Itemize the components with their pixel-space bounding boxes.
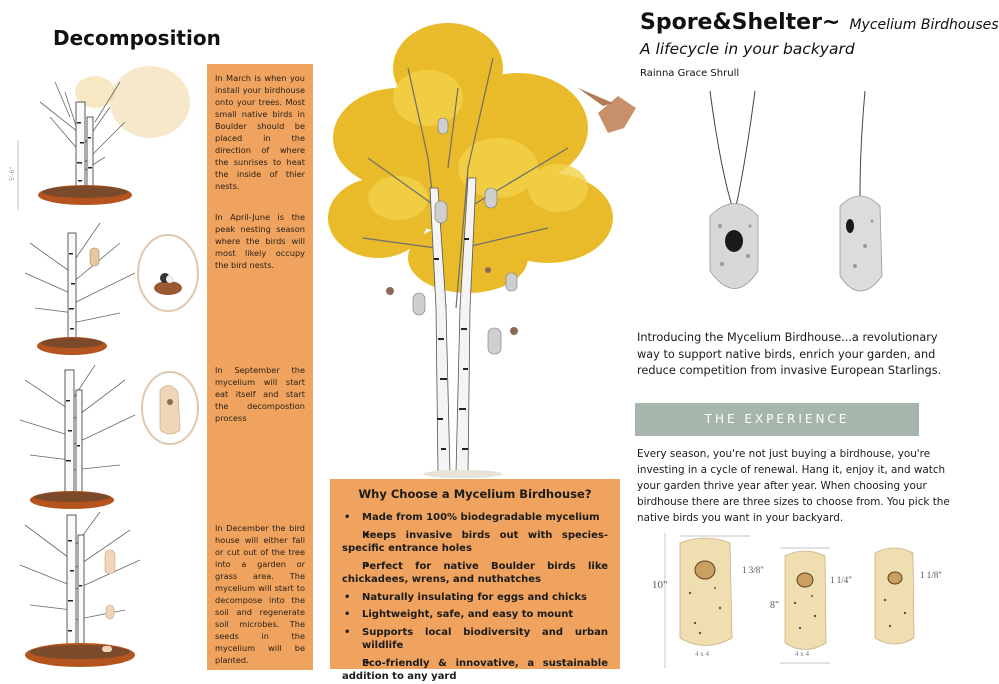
size1-hole: 1 3/8" (742, 565, 764, 575)
caption-september: In September the mycelium will start eat itself and start the decompostion process (215, 365, 305, 423)
stage1-measure: 5'-6" (9, 166, 16, 181)
size2-hole: 1 1/4" (830, 575, 852, 585)
caption-december: In December the bird house will either fall or cut out of the tree into a garden or grass area. The mycelium will start to decompose into the soil and regenerate soil microbes. The seeds in the mycelium will be planted. (215, 523, 305, 665)
size3-hole: 1 1/8" (920, 570, 942, 580)
size2-base: 4 x 4 (795, 650, 809, 658)
experience-banner: THE EXPERIENCE (635, 403, 919, 436)
stage-decompose-illustration (10, 360, 200, 512)
intro-paragraph: Introducing the Mycelium Birdhouse...a revolutionary way to support native birds, enrich your garden, and reduce competition from invasive European Starlings. (637, 331, 942, 377)
benefit-item: • Keeps invasive birds out with species-specific entrance holes (342, 529, 608, 556)
stage-march-illustration (10, 62, 200, 214)
size1-height: 10" (652, 579, 668, 591)
benefit-item: • Supports local biodiversity and urban wildlife (342, 626, 608, 653)
section-title-decomposition: Decomposition (53, 26, 221, 50)
size-options-sketch (650, 528, 955, 674)
page-title (640, 10, 999, 35)
birdhouse-product-image (660, 86, 960, 306)
lifecycle-caption-column (207, 64, 313, 670)
why-choose-title: Why Choose a Mycelium Birdhouse? (358, 487, 592, 501)
size2-height: 8" (770, 600, 780, 611)
size1-base: 4 x 4 (695, 650, 709, 658)
benefit-item: • Made from 100% biodegradable mycelium (342, 511, 608, 525)
benefit-item: • Naturally insulating for eggs and chicks (342, 591, 608, 605)
tagline: A lifecycle in your backyard (640, 40, 855, 58)
aspen-tree-illustration (318, 8, 638, 480)
benefit-item: • Lightweight, safe, and easy to mount (342, 608, 608, 622)
brand-name: Spore&Shelter~ (640, 10, 841, 35)
caption-march: In March is when you install your birdhouse onto your trees. Most small native birds in Boulder should be placed in the direction of where the sunrises to heat the inside of thier nests. (215, 73, 305, 191)
author-name: Rainna Grace Shrull (640, 68, 740, 79)
benefits-list (342, 511, 608, 684)
caption-april-june: In April-June is the peak nesting season where the birds will most likely occupy the bird nests. (215, 212, 305, 270)
experience-paragraph: Every season, you're not just buying a birdhouse, you're investing in a cycle of renewal. Hang it, enjoy it, and watch your garden thrive year after year. When choosing your birdhouse there are three sizes to choose from. You pick the native birds you want in your backyard. (637, 448, 950, 524)
why-choose-box (330, 479, 620, 682)
page-subtitle: Mycelium Birdhouses (849, 17, 999, 33)
stage-nesting-illustration (10, 213, 200, 361)
benefit-item: • Eco-friendly & innovative, a sustainable addition to any yard (342, 657, 608, 684)
benefit-item: • Perfect for native Boulder birds like chickadees, wrens, and nuthatches (342, 560, 608, 587)
stage-fall-illustration (10, 510, 200, 672)
